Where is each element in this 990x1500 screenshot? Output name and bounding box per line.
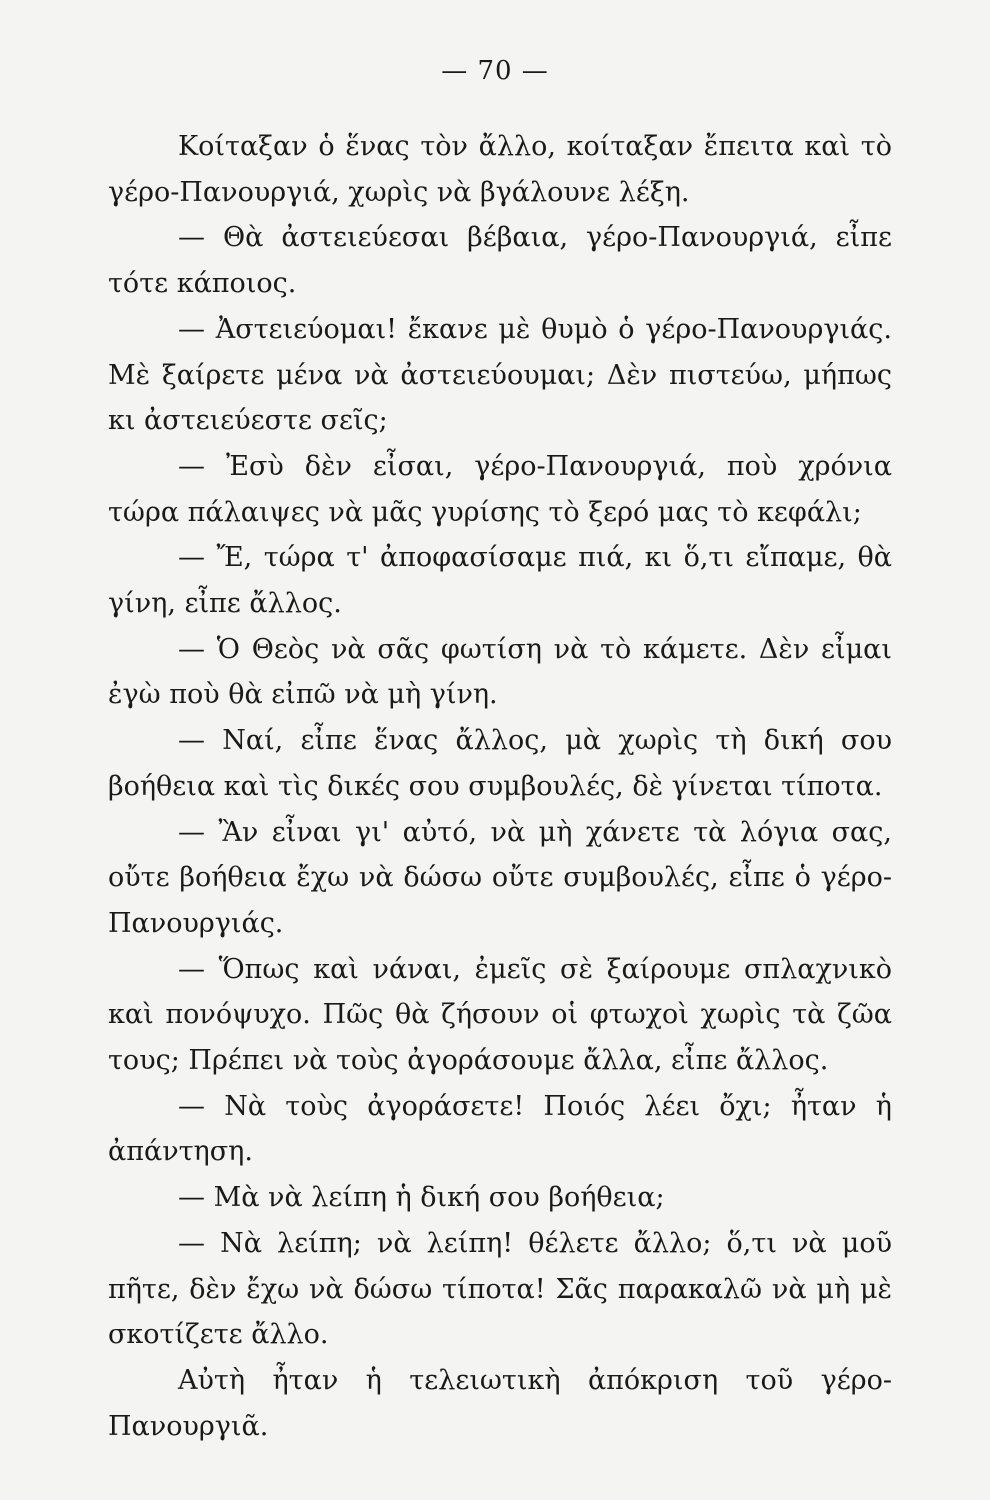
paragraph: — Νὰ λείπη; νὰ λείπη! θέλετε ἄλλο; ὅ,τι νὰ μοῦ πῆτε, δὲν ἔχω νὰ δώσω τίποτα! Σᾶς παρακαλῶ νὰ μὴ μὲ σκοτίζετε ἄλλο. [108,1227,892,1351]
paragraph: — Θὰ ἀστειεύεσαι βέβαια, γέρο-Πανουργιά, εἶπε τότε κάποιος. [108,222,892,300]
paragraph: Κοίταξαν ὁ ἕνας τὸν ἄλλο, κοίταξαν ἔπειτα καὶ τὸ γέρο-Πανουργιά, χωρὶς νὰ βγάλουνε λέξη. [108,131,892,208]
page-number: — 70 — [441,56,549,86]
paragraph: Αὐτὴ ἦταν ἡ τελειωτικὴ ἀπόκριση τοῦ γέρο-Πανουργιᾶ. [108,1364,892,1442]
paragraph: — Νὰ τοὺς ἀγοράσετε! Ποιός λέει ὄχι; ἦταν ἡ ἀπάντηση. [108,1090,892,1168]
paragraph: — Ὅπως καὶ νάναι, ἐμεῖς σὲ ξαίρουμε σπλαχνικὸ καὶ πονόψυχο. Πῶς θὰ ζήσουν οἱ φτωχοὶ χωρὶς τὰ ζῶα τους; Πρέπει νὰ τοὺς ἀγοράσουμε ἄλλα, εἶπε ἄλλος. [108,953,892,1077]
paragraph: — Ἐσὺ δὲν εἶσαι, γέρο-Πανουργιά, ποὺ χρόνια τώρα πάλαιψες νὰ μᾶς γυρίσης τὸ ξερό μας τὸ κεφάλι; [108,450,892,528]
body-text [108,124,892,1449]
paragraph: — Ἀστειεύομαι! ἔκανε μὲ θυμὸ ὁ γέρο-Πανουργιάς. Μὲ ξαίρετε μένα νὰ ἀστειεύουμαι; Δὲν πιστεύω, μήπως κι ἀστειεύεστε σεῖς; [108,313,892,437]
paragraph: — Μὰ νὰ λείπη ἡ δική σου βοήθεια; [178,1182,665,1214]
paragraph: — Ἂν εἶναι γι' αὐτό, νὰ μὴ χάνετε τὰ λόγια σας, οὔτε βοήθεια ἔχω νὰ δώσω οὔτε συμβουλές, εἶπε ὁ γέρο-Πανουργιάς. [108,816,892,939]
paragraph: — Ἔ, τώρα τ' ἀποφασίσαμε πιά, κι ὅ,τι εἴπαμε, θὰ γίνη, εἶπε ἄλλος. [108,542,892,620]
paragraph: — Ναί, εἶπε ἕνας ἄλλος, μὰ χωρὶς τὴ δική σου βοήθεια καὶ τὶς δικές σου συμβουλές, δὲ γίνεται τίποτα. [108,725,892,802]
paragraph: — Ὁ Θεὸς νὰ σᾶς φωτίση νὰ τὸ κάμετε. Δὲν εἶμαι ἐγὼ ποὺ θὰ εἰπῶ νὰ μὴ γίνη. [108,633,892,711]
